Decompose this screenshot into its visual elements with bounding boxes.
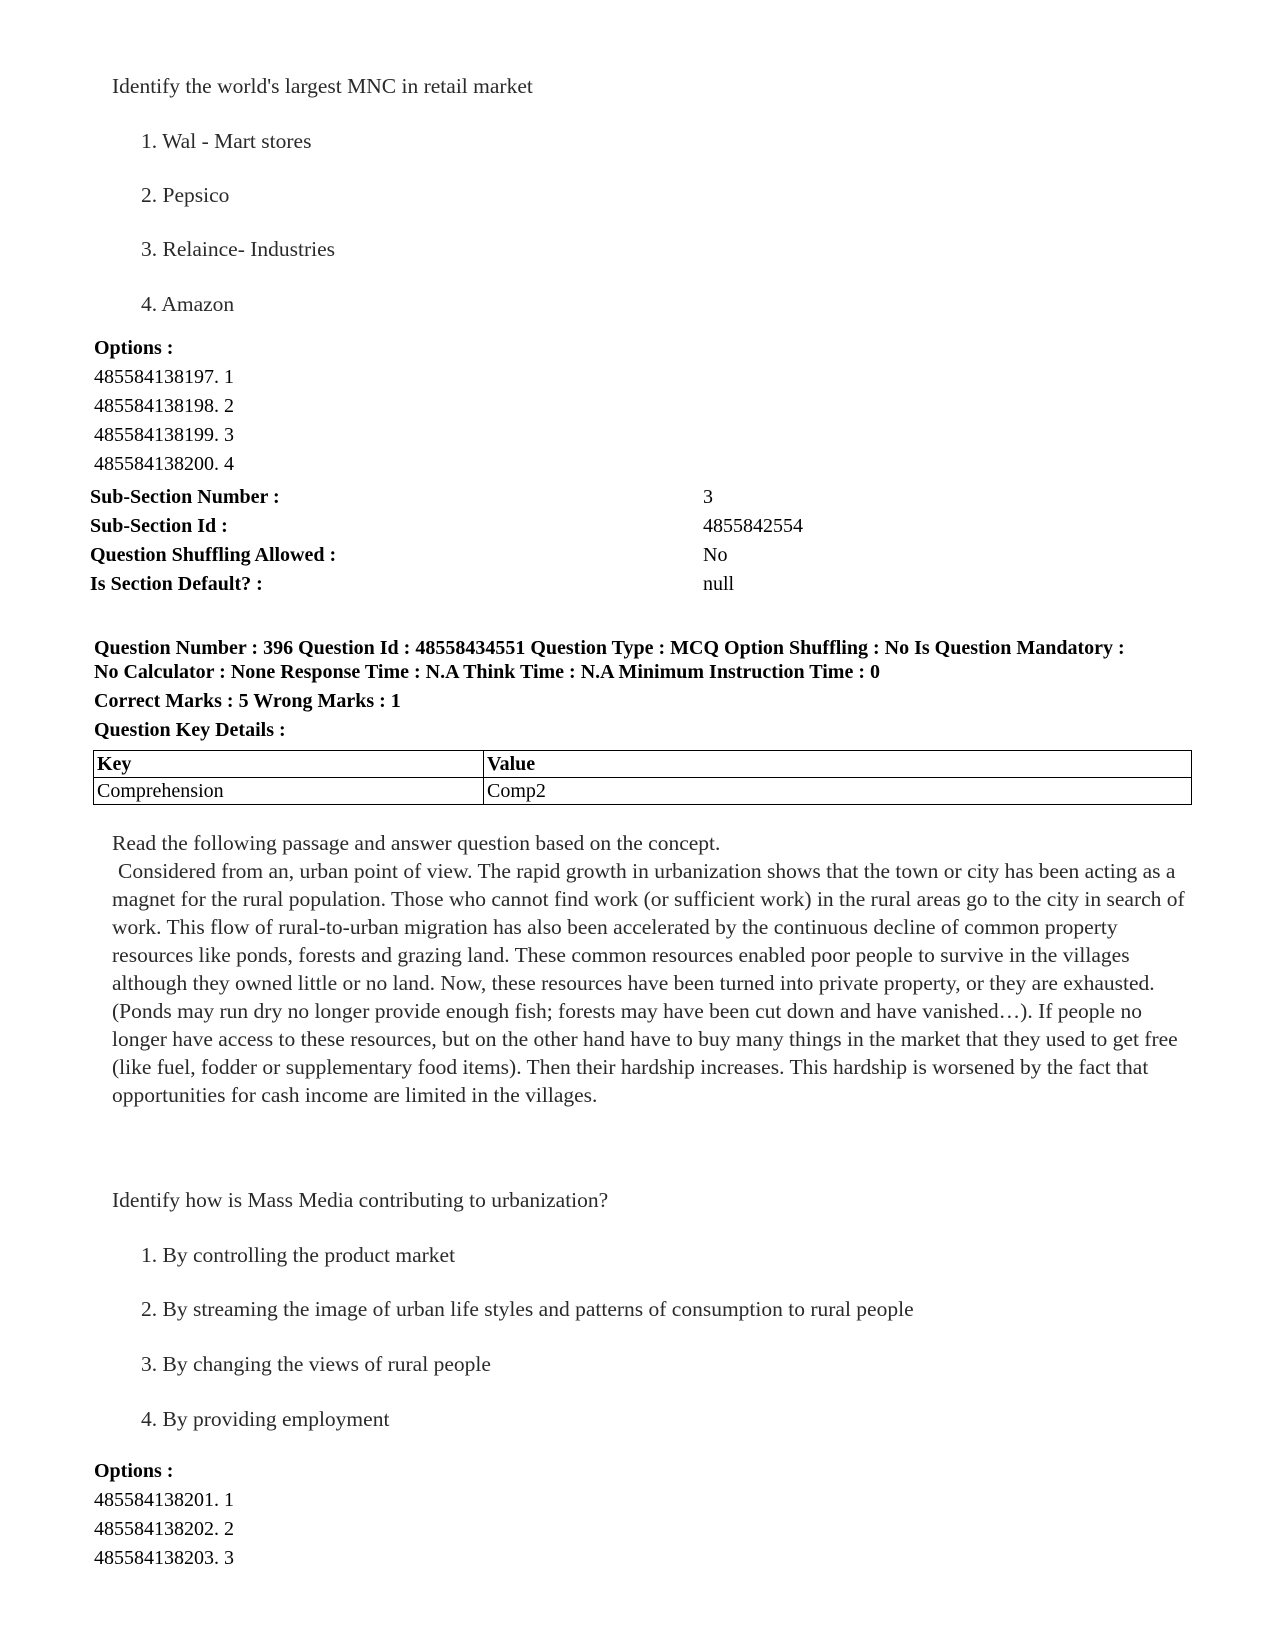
table-header-row (94, 751, 1192, 778)
options-heading: Options : (94, 1460, 174, 1482)
choice-item: 1. Wal - Mart stores (141, 129, 312, 153)
table-cell-value: Comp2 (484, 778, 1192, 805)
section-default-label: Is Section Default? : (90, 573, 263, 595)
sub-section-id-label: Sub-Section Id : (90, 515, 228, 537)
choice-item: 2. By streaming the image of urban life styles and patterns of consumption to rural people (141, 1297, 914, 1321)
section-default-value: null (703, 573, 735, 595)
table-header-key: Key (94, 751, 484, 778)
choice-item: 4. By providing employment (141, 1407, 390, 1431)
options-heading: Options : (94, 337, 174, 359)
comprehension-passage (112, 829, 1202, 1109)
question-shuffling-label: Question Shuffling Allowed : (90, 544, 337, 566)
question-header-line1: Question Number : 396 Question Id : 48558434551 Question Type : MCQ Option Shuffling : No Is Question Mandatory : (94, 637, 1125, 659)
sub-section-id-value: 4855842554 (703, 515, 803, 537)
option-id-line: 485584138199. 3 (94, 424, 234, 446)
key-details-table (93, 750, 1192, 805)
option-id-line: 485584138200. 4 (94, 453, 234, 475)
sub-section-number-value: 3 (703, 486, 713, 508)
option-id-line: 485584138203. 3 (94, 1547, 234, 1569)
option-id-line: 485584138198. 2 (94, 395, 234, 417)
choice-item: 3. By changing the views of rural people (141, 1352, 491, 1376)
question-marks: Correct Marks : 5 Wrong Marks : 1 (94, 690, 401, 712)
table-cell-key: Comprehension (94, 778, 484, 805)
passage-body: Considered from an, urban point of view. The rapid growth in urbanization shows that the town or city has been acting as a magnet for the rural population. Those who cannot find work (or sufficient work) in the rural areas go to the city in search of work. This flow of rural-to-urban migration has also been accelerated by the continuous decline of common property resources like ponds, forests and grazing land. These common resources enabled poor people to survive in the villages although they owned little or no land. Now, these resources have been turned into private property, or they are exhausted. (Ponds may run dry no longer provide enough fish; forests may have been cut down and have vanished…). If people no longer have access to these resources, but on the other hand have to buy many things in the market that they used to get free (like fuel, fodder or supplementary food items). Then their hardship increases. This hardship is worsened by the fact that opportunities for cash income are limited in the villages. (112, 859, 1185, 1107)
choice-item: 4. Amazon (141, 292, 235, 316)
choice-item: 3. Relaince- Industries (141, 237, 336, 261)
question-key-details-label: Question Key Details : (94, 719, 286, 741)
question-stem: Identify how is Mass Media contributing to urbanization? (112, 1188, 609, 1212)
sub-section-number-label: Sub-Section Number : (90, 486, 280, 508)
passage-intro: Read the following passage and answer question based on the concept. (112, 831, 721, 855)
option-id-line: 485584138202. 2 (94, 1518, 234, 1540)
question-header-line2: No Calculator : None Response Time : N.A Think Time : N.A Minimum Instruction Time : 0 (94, 661, 880, 683)
option-id-line: 485584138197. 1 (94, 366, 234, 388)
choice-item: 2. Pepsico (141, 183, 230, 207)
question-stem: Identify the world's largest MNC in retail market (112, 74, 533, 98)
option-id-line: 485584138201. 1 (94, 1489, 234, 1511)
table-header-value: Value (484, 751, 1192, 778)
choice-item: 1. By controlling the product market (141, 1243, 456, 1267)
question-shuffling-value: No (703, 544, 728, 566)
table-row (94, 778, 1192, 805)
